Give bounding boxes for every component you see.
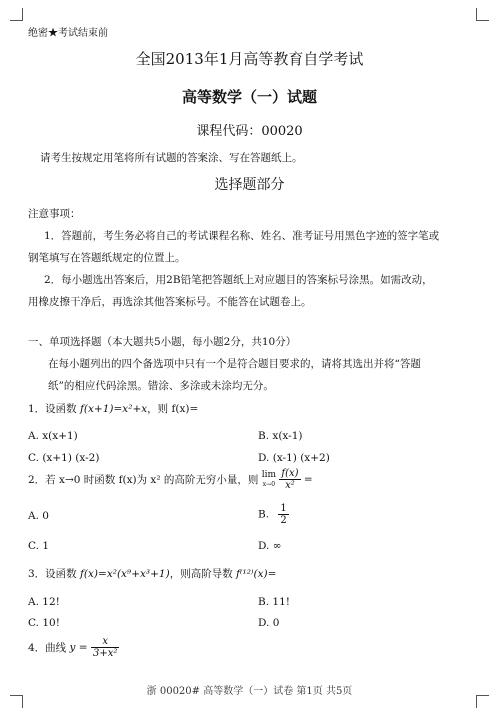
q3-suffix: ，则高阶导数 [169,568,233,580]
q4-fraction [91,636,119,659]
question-4-stem [28,636,119,659]
part1-desc-line2: 纸”的相应代码涂黑。错涂、多涂或未涂均无分。 [48,380,274,392]
q2-fraction [279,468,300,491]
q2-option-d: D. ∞ [258,540,282,552]
part1-heading: 一、单项选择题（本大题共5小题，每小题2分，共10分） [28,336,297,348]
q2-b-den: 2 [280,515,287,526]
q2-lim-word: lim [261,469,277,480]
q2-equals: = [303,473,313,486]
subject-title: 高等数学（一）试题 [181,88,317,106]
course-code: 课程代码：00020 [196,124,303,139]
q1-option-c: C. (x+1) (x-2) [28,452,100,464]
exam-title: 全国2013年1月高等教育自学考试 [135,50,364,68]
page-footer: 浙 00020# 高等数学（一）试卷 第1页 共5页 [146,686,353,697]
q2-frac-num: f(x) [281,468,299,479]
notes-heading: 注意事项： [28,208,81,220]
q2-limit [262,470,276,490]
q3-prefix: 3．设函数 [28,568,77,580]
q2-b-num: 1 [280,503,287,514]
q1-expression: f(x+1)=x²+x [80,403,148,415]
note1-line1: 1．答题前，考生务必将自己的考试课程名称、姓名、准考证号用黑色字迹的签字笔或 [44,230,440,242]
q1-option-a: A. x(x+1) [28,430,78,442]
q2-text: 2．若 x→0 时函数 f(x)为 x² 的高阶无穷小量，则 [28,474,259,486]
q1-option-b: B. x(x-1) [258,430,303,442]
section-title: 选择题部分 [214,177,285,193]
q3-option-b: B. 11! [258,596,290,608]
q2-option-b-label: B. [258,508,270,521]
question-1-stem [28,401,198,416]
q3-option-a: A. 12! [28,596,60,608]
crop-mark-top-left [10,8,23,21]
q2-option-b [258,503,289,526]
note2-line2: 用橡皮擦干净后，再选涂其他答案标号。不能答在试题卷上。 [28,296,312,308]
q4-lhs: y = [69,641,88,654]
question-2-stem [28,468,313,491]
q3-expression: f(x)=x²(x⁹+x³+1) [80,568,170,580]
note2-line1: 2．每小题选出答案后，用2B铅笔把答题纸上对应题目的答案标号涂黑。如需改动， [44,274,433,286]
q2-option-b-fraction [278,503,288,526]
q4-prefix: 4．曲线 [28,642,67,654]
question-3-stem [28,566,276,581]
q4-frac-den: 3+x² [92,648,118,659]
q2-frac-den: x² [285,480,295,491]
q1-suffix: ，则 f(x)= [147,403,199,415]
part1-desc-line1: 在每小题列出的四个备选项中只有一个是符合题目要求的，请将其选出并将“答题 [48,358,421,370]
secret-label: 绝密★考试结束前 [28,28,108,39]
instruction-text: 请考生按规定用笔将所有试题的答案涂、写在答题纸上。 [40,152,303,164]
q1-prefix: 1．设函数 [28,403,77,415]
q4-frac-num: x [91,636,119,648]
crop-mark-top-right [476,8,489,21]
q1-option-d: D. (x-1) (x+2) [258,452,330,464]
q3-option-d: D. 0 [258,617,280,629]
q2-option-a: A. 0 [28,510,49,522]
note1-line2: 钢笔填写在答题纸规定的位置上。 [28,252,186,264]
q3-option-c: C. 10! [28,617,60,629]
q2-option-c: C. 1 [28,540,50,552]
q3-derivative: f⁽¹²⁾(x)= [236,568,277,580]
q2-lim-sub: x→0 [262,480,276,488]
